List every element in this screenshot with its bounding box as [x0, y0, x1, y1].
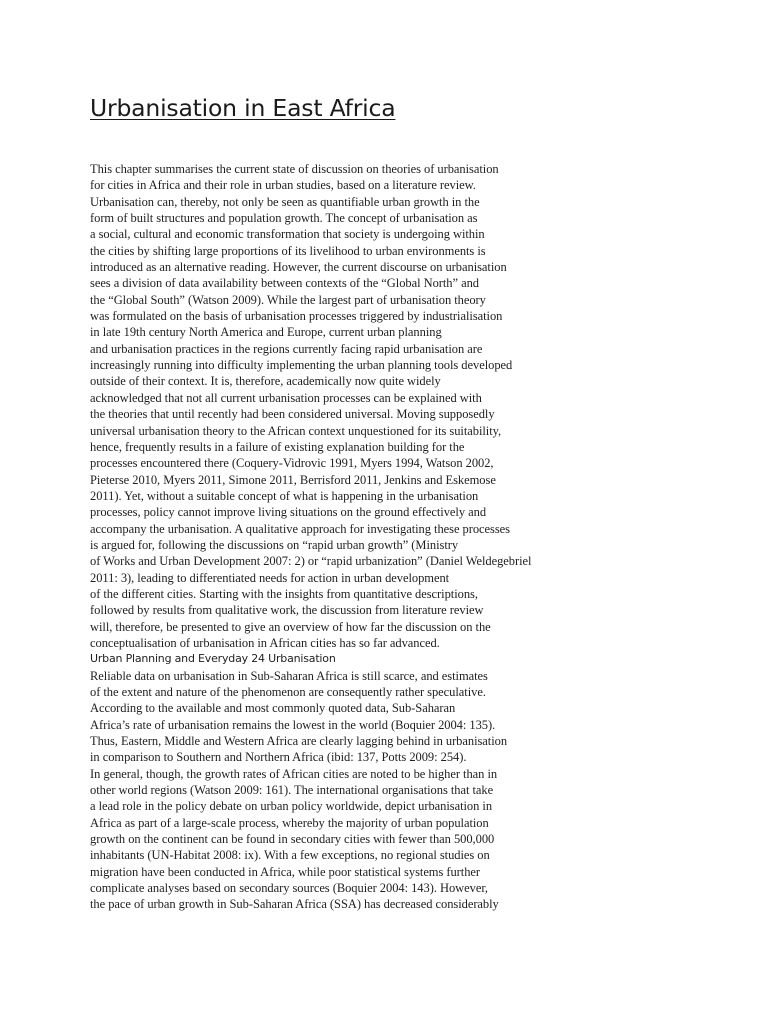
body-line: processes encountered there (Coquery-Vidrovic 1991, Myers 1994, Watson 2002,: [90, 456, 494, 471]
body-line: outside of their context. It is, therefore, academically now quite widely: [90, 374, 441, 389]
body-line: and urbanisation practices in the regions currently facing rapid urbanisation are: [90, 341, 483, 356]
body-line: of the extent and nature of the phenomenon are consequently rather speculative.: [90, 685, 486, 699]
body-line: a lead role in the policy debate on urban policy worldwide, depict urbanisation in: [90, 799, 493, 814]
body-line: will, therefore, be presented to give an overview of how far the discussion on the: [90, 619, 491, 634]
body-line: the pace of urban growth in Sub-Saharan Africa (SSA) has decreased considerably: [90, 897, 499, 912]
body-line: 2011: 3), leading to differentiated needs for action in urban development: [90, 570, 450, 585]
body-line: conceptualisation of urbanisation in African cities has so far advanced.: [90, 635, 440, 650]
body-line: a social, cultural and economic transformation that society is undergoing within: [90, 227, 485, 242]
body-line: introduced as an alternative reading. However, the current discourse on urbanisation: [90, 260, 507, 275]
body-line: This chapter summarises the current state of discussion on theories of urbanisation: [90, 162, 499, 176]
body-line: Thus, Eastern, Middle and Western Africa are clearly lagging behind in urbanisation: [90, 734, 508, 749]
body-line: Urbanisation can, thereby, not only be seen as quantifiable urban growth in the: [90, 194, 480, 209]
body-line: According to the available and most commonly quoted data, Sub-Saharan: [90, 701, 456, 716]
body-line: of the different cities. Starting with the insights from quantitative descriptions,: [90, 586, 478, 601]
body-line: sees a division of data availability between contexts of the “Global North” and: [90, 276, 479, 291]
body-line: In general, though, the growth rates of African cities are noted to be higher than in: [90, 766, 498, 781]
body-line: migration have been conducted in Africa, while poor statistical systems further: [90, 864, 481, 879]
body-line: hence, frequently results in a failure of existing explanation building for the: [90, 439, 465, 454]
section-heading: Urban Planning and Everyday 24 Urbanisation: [90, 652, 336, 666]
body-line: processes, policy cannot improve living situations on the ground effectively and: [90, 505, 487, 520]
body-line: was formulated on the basis of urbanisation processes triggered by industrialisation: [90, 309, 503, 324]
body-line: Pieterse 2010, Myers 2011, Simone 2011, Berrisford 2011, Jenkins and Eskemose: [90, 472, 496, 487]
body-line: complicate analyses based on secondary sources (Boquier 2004: 143). However,: [90, 881, 489, 896]
body-line: inhabitants (UN-Habitat 2008: ix). With a few exceptions, no regional studies on: [90, 848, 490, 863]
document-title: Urbanisation in East Africa: [90, 94, 396, 122]
body-line: of Works and Urban Development 2007: 2) or “rapid urbanization” (Daniel Weldegebriel: [90, 554, 532, 569]
body-line: Reliable data on urbanisation in Sub-Saharan Africa is still scarce, and estimates: [90, 668, 488, 683]
body-line: growth on the continent can be found in secondary cities with fewer than 500,000: [90, 832, 495, 847]
body-line: the cities by shifting large proportions of its livelihood to urban environments is: [90, 243, 486, 258]
body-line: followed by results from qualitative work, the discussion from literature review: [90, 603, 484, 618]
body-line: in comparison to Southern and Northern Africa (ibid: 137, Potts 2009: 254).: [90, 750, 467, 765]
body-line: 2011). Yet, without a suitable concept of what is happening in the urbanisation: [90, 488, 479, 503]
body-line: increasingly running into difficulty implementing the urban planning tools developed: [90, 358, 513, 373]
body-line: universal urbanisation theory to the African context unquestioned for its suitability,: [90, 423, 502, 438]
document-body: [90, 161, 530, 913]
body-line: other world regions (Watson 2009: 161). The international organisations that take: [90, 783, 494, 798]
body-line: the “Global South” (Watson 2009). While the largest part of urbanisation theory: [90, 292, 486, 307]
body-line: the theories that until recently had been considered universal. Moving supposedly: [90, 407, 495, 422]
body-line: acknowledged that not all current urbanisation processes can be explained with: [90, 390, 482, 405]
body-line: is argued for, following the discussions on “rapid urban growth” (Ministry: [90, 537, 459, 552]
body-line: for cities in Africa and their role in urban studies, based on a literature review.: [90, 178, 476, 193]
body-line: Africa as part of a large-scale process, whereby the majority of urban population: [90, 815, 489, 830]
body-line: in late 19th century North America and Europe, current urban planning: [90, 325, 442, 340]
body-line: accompany the urbanisation. A qualitative approach for investigating these processes: [90, 521, 510, 536]
body-line: form of built structures and population growth. The concept of urbanisation as: [90, 211, 478, 226]
body-line: Africa’s rate of urbanisation remains the lowest in the world (Boquier 2004: 135).: [90, 717, 496, 732]
